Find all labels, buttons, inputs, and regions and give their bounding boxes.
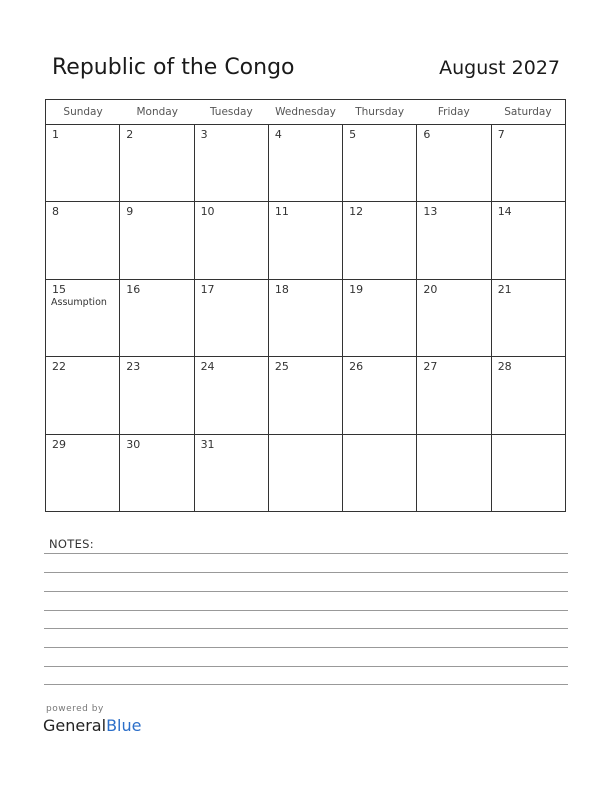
day-cell — [417, 435, 491, 511]
day-number: 28 — [497, 360, 512, 374]
brand-general-text: General — [43, 716, 107, 735]
day-number: 12 — [349, 205, 364, 219]
day-number: 14 — [497, 205, 512, 219]
day-number: 16 — [126, 282, 141, 296]
day-cell — [120, 280, 194, 356]
day-cell — [492, 125, 565, 201]
generalblue-logo[interactable] — [43, 716, 141, 735]
day-cell — [46, 280, 120, 356]
day-cell — [269, 357, 343, 433]
day-number: 18 — [274, 282, 289, 296]
day-number: 26 — [349, 360, 364, 374]
page-title: Republic of the Congo — [52, 55, 295, 80]
weekday-friday: Friday — [437, 106, 470, 118]
day-number: 21 — [497, 282, 512, 296]
day-number: 1 — [52, 128, 59, 141]
notes-line — [44, 684, 568, 685]
day-number: 25 — [274, 360, 289, 374]
day-cell — [120, 202, 194, 278]
calendar-grid — [45, 99, 566, 512]
day-cell — [417, 357, 491, 433]
day-number: 6 — [423, 128, 431, 141]
notes-line — [44, 572, 568, 573]
holiday-label: Assumption — [51, 296, 107, 308]
day-cell — [195, 125, 269, 201]
day-number: 30 — [126, 437, 141, 451]
day-cell — [195, 280, 269, 356]
week-row — [46, 357, 565, 434]
day-cell — [46, 202, 120, 278]
day-number: 2 — [126, 128, 134, 141]
powered-by-text: powered by — [46, 704, 104, 714]
day-cell — [269, 435, 343, 511]
day-cell — [195, 357, 269, 433]
day-cell — [343, 435, 417, 511]
day-cell — [417, 125, 491, 201]
day-number: 20 — [423, 282, 438, 296]
week-row — [46, 202, 565, 279]
day-number: 9 — [126, 205, 134, 219]
day-cell — [120, 435, 194, 511]
day-cell — [492, 202, 565, 278]
day-cell — [492, 280, 565, 356]
day-number: 31 — [200, 437, 215, 451]
day-cell — [343, 280, 417, 356]
day-number: 11 — [274, 205, 289, 219]
day-number: 15 — [52, 282, 66, 296]
day-cell — [269, 280, 343, 356]
calendar-weeks — [46, 125, 565, 511]
notes-line — [44, 591, 568, 592]
day-cell — [46, 435, 120, 511]
day-cell — [46, 357, 120, 433]
day-number: 8 — [52, 205, 59, 219]
day-cell — [492, 357, 565, 433]
notes-line — [44, 553, 568, 554]
day-cell — [269, 202, 343, 278]
day-number: 23 — [126, 360, 141, 374]
day-number: 13 — [423, 205, 438, 219]
weekday-sunday: Sunday — [63, 106, 103, 118]
day-number: 7 — [497, 128, 505, 141]
weekday-saturday: Saturday — [504, 106, 552, 118]
weekday-monday: Monday — [136, 106, 178, 118]
day-cell — [343, 357, 417, 433]
day-cell — [269, 125, 343, 201]
day-number: 17 — [200, 282, 215, 296]
day-cell — [46, 125, 120, 201]
weekday-header — [46, 100, 565, 125]
notes-line — [44, 647, 568, 648]
day-cell — [492, 435, 565, 511]
day-number: 19 — [349, 282, 364, 296]
day-number: 24 — [200, 360, 215, 374]
month-year-label: August 2027 — [439, 57, 560, 79]
notes-line — [44, 666, 568, 667]
weekday-thursday: Thursday — [355, 106, 405, 118]
day-number: 10 — [200, 205, 215, 219]
notes-line — [44, 628, 568, 629]
weekday-tuesday: Tuesday — [209, 106, 253, 118]
day-cell — [195, 202, 269, 278]
week-row — [46, 125, 565, 202]
day-number: 27 — [423, 360, 438, 374]
day-cell — [120, 357, 194, 433]
day-number: 3 — [200, 128, 208, 141]
day-cell — [343, 202, 417, 278]
week-row — [46, 280, 565, 357]
notes-label: NOTES: — [49, 537, 94, 551]
notes-line — [44, 610, 568, 611]
day-cell — [417, 280, 491, 356]
week-row — [46, 435, 565, 511]
day-number: 29 — [52, 437, 66, 451]
day-cell — [195, 435, 269, 511]
day-cell — [417, 202, 491, 278]
day-cell — [120, 125, 194, 201]
day-cell — [343, 125, 417, 201]
day-number: 4 — [274, 128, 282, 141]
weekday-wednesday: Wednesday — [275, 106, 336, 118]
day-number: 22 — [52, 360, 66, 374]
brand-blue-text: Blue — [106, 716, 142, 735]
day-number: 5 — [349, 128, 357, 141]
